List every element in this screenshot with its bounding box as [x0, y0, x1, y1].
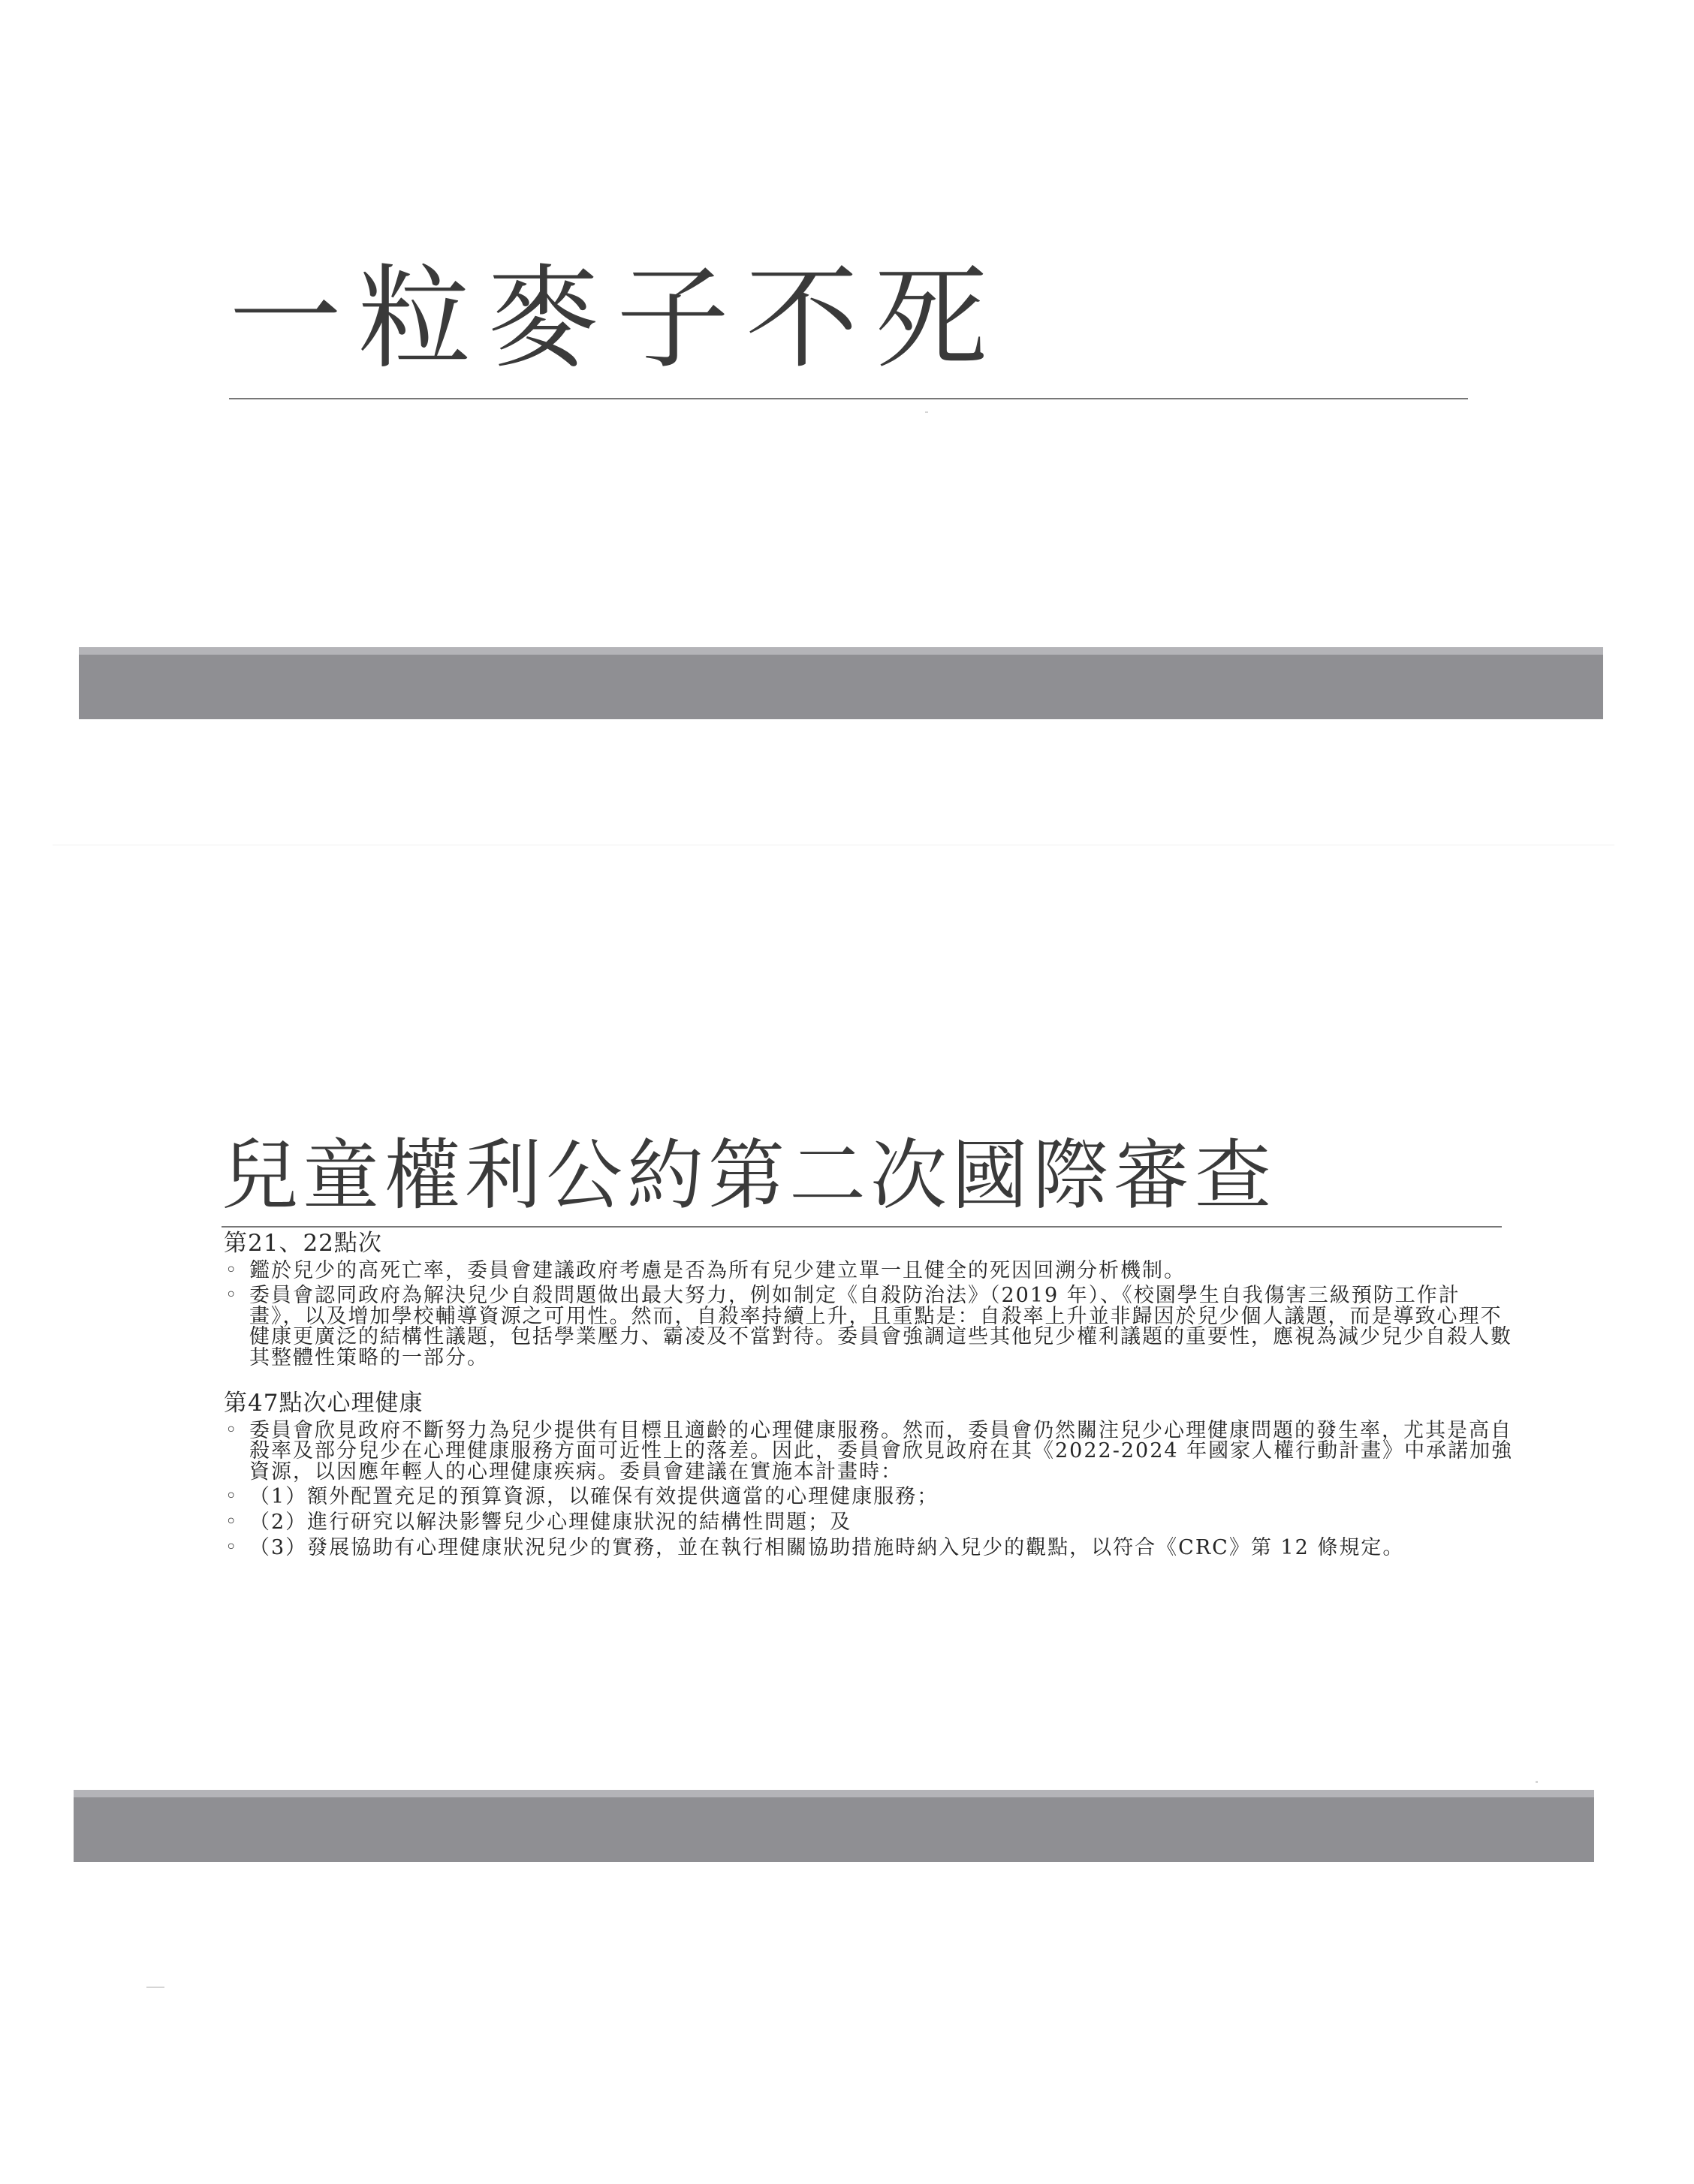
- bullet-item: [224, 1487, 1515, 1508]
- section-points-21-22: [224, 1232, 1515, 1368]
- slide-2-content: [224, 1232, 1515, 1582]
- bullet-item: [224, 1535, 1515, 1559]
- bullet-item: [224, 1512, 1515, 1533]
- bullet-icon: ◦: [225, 1258, 239, 1282]
- section-point-47: [224, 1392, 1515, 1558]
- bullet-text: （3）發展協助有心理健康狀況兒少的實務，並在執行相關協助措施時納入兒少的觀點，以符合《CRC》第 12 條規定。: [249, 1535, 1405, 1559]
- bullet-item: [224, 1285, 1515, 1368]
- bullet-text: （2）進行研究以解決影響兒少心理健康狀況的結構性問題；及: [249, 1511, 852, 1534]
- bullet-icon: ◦: [225, 1511, 239, 1533]
- footer-band: [79, 647, 1603, 719]
- bullet-text: 委員會欣見政府不斷努力為兒少提供有目標且適齡的心理健康服務。然而，委員會仍然關注兒少心理健康問題的發生率，尤其是高自殺率及部分兒少在心理健康服務方面可近性上的落差。因此，委員會欣見政府在其《2022-2024 年國家人權行動計畫》中承諾加強資源，以因應年輕人的心理健康疾病。委員會建議在實施本計畫時：: [249, 1418, 1514, 1484]
- footer-band: [74, 1790, 1594, 1862]
- scan-speck: [925, 411, 928, 413]
- bullet-item: [224, 1258, 1515, 1282]
- scan-speck: [146, 1987, 164, 1988]
- section-heading: 第47點次心理健康: [224, 1390, 424, 1417]
- slide-2: [53, 845, 1614, 1904]
- title-underline: [222, 1226, 1502, 1228]
- bullet-text: 鑑於兒少的高死亡率，委員會建議政府考慮是否為所有兒少建立單一且健全的死因回溯分析機制。: [249, 1258, 1186, 1282]
- title-underline: [229, 398, 1468, 399]
- bullet-icon: ◦: [225, 1535, 239, 1559]
- slide-2-title: 兒童權利公約第二次國際審查: [222, 1131, 1276, 1221]
- bullet-text: （1）額外配置充足的預算資源，以確保有效提供適當的心理健康服務；: [249, 1485, 939, 1509]
- bullet-text: 委員會認同政府為解決兒少自殺問題做出最大努力，例如制定《自殺防治法》（2019 年）、《校園學生自我傷害三級預防工作計畫》，以及增加學校輔導資源之可用性。然而，自殺率持續上升，且重點是：自殺率上升並非歸因於兒少個人議題，而是導致心理不健康更廣泛的結構性議題，包括學業壓力、霸凌及不當對待。委員會強調這些其他兒少權利議題的重要性，應視為減少兒少自殺人數其整體性策略的一部分。: [249, 1284, 1512, 1369]
- slide-1-title: 一粒麥子不死: [229, 254, 1005, 384]
- bullet-icon: ◦: [225, 1485, 239, 1508]
- section-heading: 第21、22點次: [224, 1230, 382, 1257]
- bullet-icon: ◦: [225, 1418, 239, 1441]
- slide-1: [60, 83, 1622, 743]
- bullet-item: [224, 1420, 1515, 1483]
- bullet-icon: ◦: [225, 1284, 239, 1307]
- scan-speck: [1536, 1781, 1538, 1783]
